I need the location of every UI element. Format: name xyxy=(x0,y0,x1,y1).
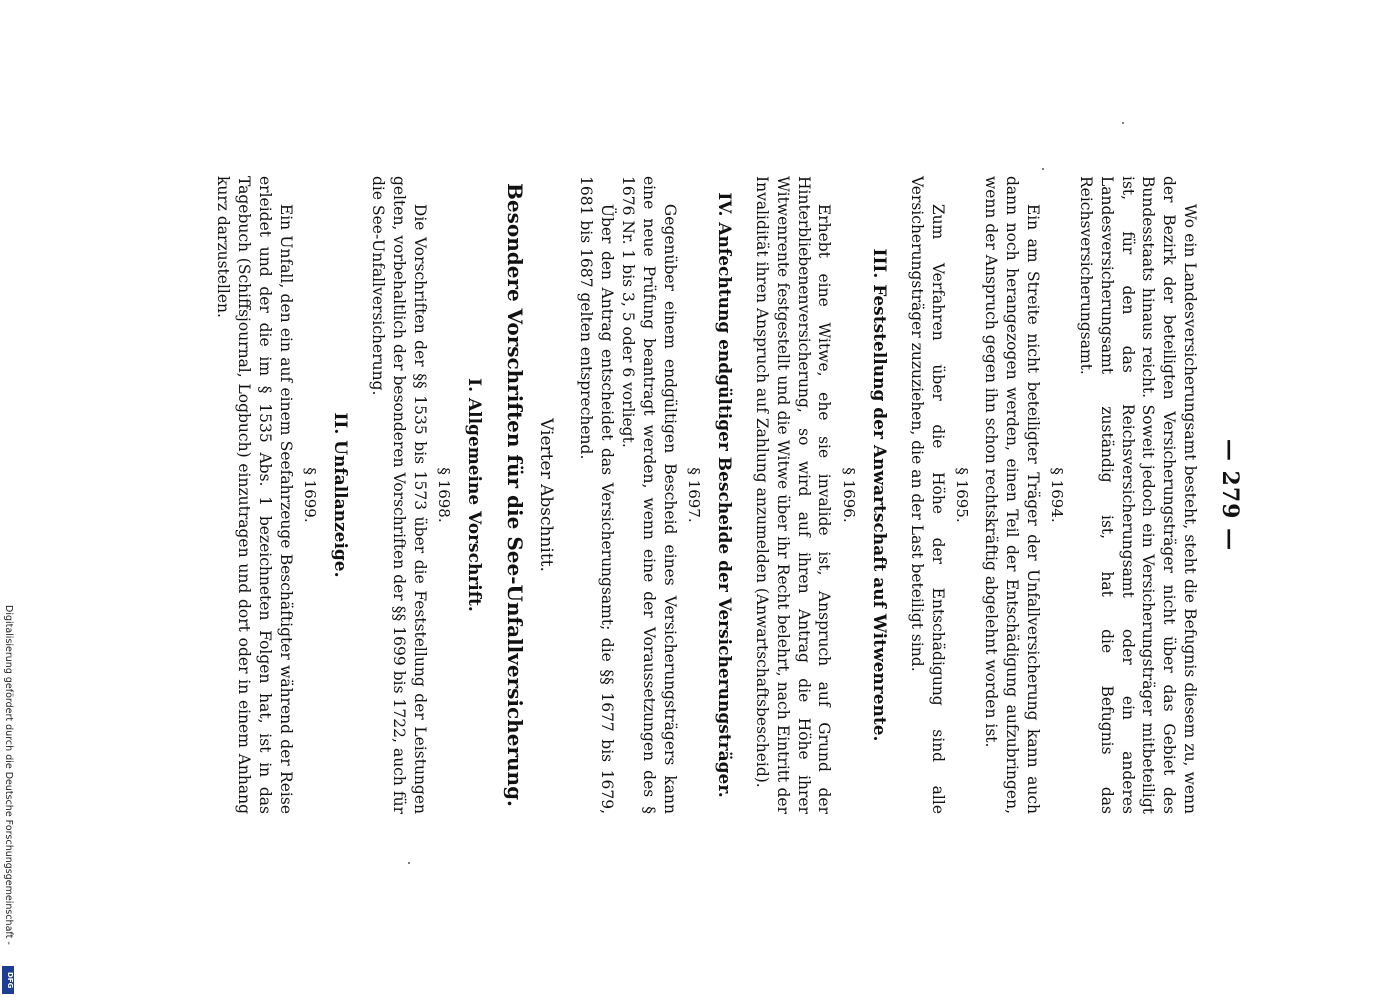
chapter-title: Vierter Abschnitt. xyxy=(536,418,556,572)
heading-iii: III. Feststellung der Anwartschaft auf Witwenrente. xyxy=(868,248,889,742)
section-text-1697-2: Über den Antrag entscheidet das Versicherungsamt; die §§ 1677 bis 1679, 1681 bis 1687 gelten entsprechend. xyxy=(576,176,616,814)
section-number-1699: § 1699. xyxy=(301,467,320,523)
section-title: Besondere Vorschriften für die See-Unfallversicherung. xyxy=(503,182,528,808)
section-text-1695: Zum Verfahren über die Höhe der Entschädigung sind alle Versicherungsträger zuzuziehen, die an der Last beteiligt sind. xyxy=(907,176,947,814)
heading-ii: II. Unfallanzeige. xyxy=(330,412,351,578)
page-number: — 279 — xyxy=(1217,438,1243,552)
paragraph-intro: Wo ein Landesversicherungsamt besteht, steht die Befugnis diesem zu, wenn der Bezirk der beteiligten Versicherungsträger nicht über das Gebiet des Bundesstaats hinaus reicht. Soweit jedoch ein Versicherungsträger mitbeteiligt ist, für den das Reichsversicherungsamt oder ein anderes Landesversicherungsamt zuständig ist, hat die Befugnis das Reichsversicherungsamt. xyxy=(1076,176,1200,814)
scanned-page xyxy=(150,170,1250,820)
section-number-1697: § 1697. xyxy=(684,467,703,523)
dfg-logo: DFG xyxy=(2,966,14,994)
section-number-1694: § 1694. xyxy=(1047,467,1066,523)
rotated-text-block xyxy=(150,170,1250,820)
scan-speck xyxy=(408,862,410,864)
watermark-text: Digitalisierung gefördert durch die Deutsche Forschungsgemeinschaft - xyxy=(3,605,14,945)
section-number-1696: § 1696. xyxy=(839,467,858,523)
section-text-1699: Ein Unfall, den ein auf einem Seefahrzeuge Beschäftigter während der Reise erleidet und der die im § 1535 Abs. 1 bezeichneten Folgen hat, ist in das Tagebuch (Schiffsjournal, Logbuch) einzutragen und dort oder in einem Anhang kurz darzustellen. xyxy=(214,176,295,814)
section-number-1695: § 1695. xyxy=(952,467,971,523)
heading-i: I. Allgemeine Vorschrift. xyxy=(464,378,485,612)
section-text-1697: Gegenüber einem endgültigen Bescheid eines Versicherungsträgers kann eine neue Prüfung beantragt werden, wenn eine der Voraussetzungen des § 1676 Nr. 1 bis 3, 5 oder 6 vorliegt. xyxy=(618,176,679,814)
section-text-1694: Ein am Streite nicht beteiligter Träger der Unfallversicherung kann auch dann noch herangezogen werden, einen Teil der Entschädigung aufzubringen, wenn der Anspruch gegen ihn schon rechtskräftig abgelehnt worden ist. xyxy=(981,176,1042,814)
funding-watermark xyxy=(0,0,16,1000)
section-number-1698: § 1698. xyxy=(435,467,454,523)
section-text-1696: Erhebt eine Witwe, ehe sie invalide ist, Anspruch auf Grund der Hinterbliebenenversicherung, so wird auf ihren Antrag die Höhe ihrer Witwenrente festgestellt und die Witwe über ihr Recht belehrt, nach Eintritt der Invalidität ihren Anspruch auf Zahlung anzumelden (Anwartschaftsbescheid). xyxy=(752,176,834,814)
heading-iv: IV. Anfechtung endgültiger Bescheide der Versicherungsträger. xyxy=(713,192,734,798)
scan-speck xyxy=(1122,122,1124,124)
section-text-1698: Die Vorschriften der §§ 1535 bis 1573 über die Feststellung der Leistungen gelten, vorbehaltlich der besonderen Vorschriften der §§ 1699 bis 1722, auch für die See-Unfallversicherung. xyxy=(369,176,429,814)
